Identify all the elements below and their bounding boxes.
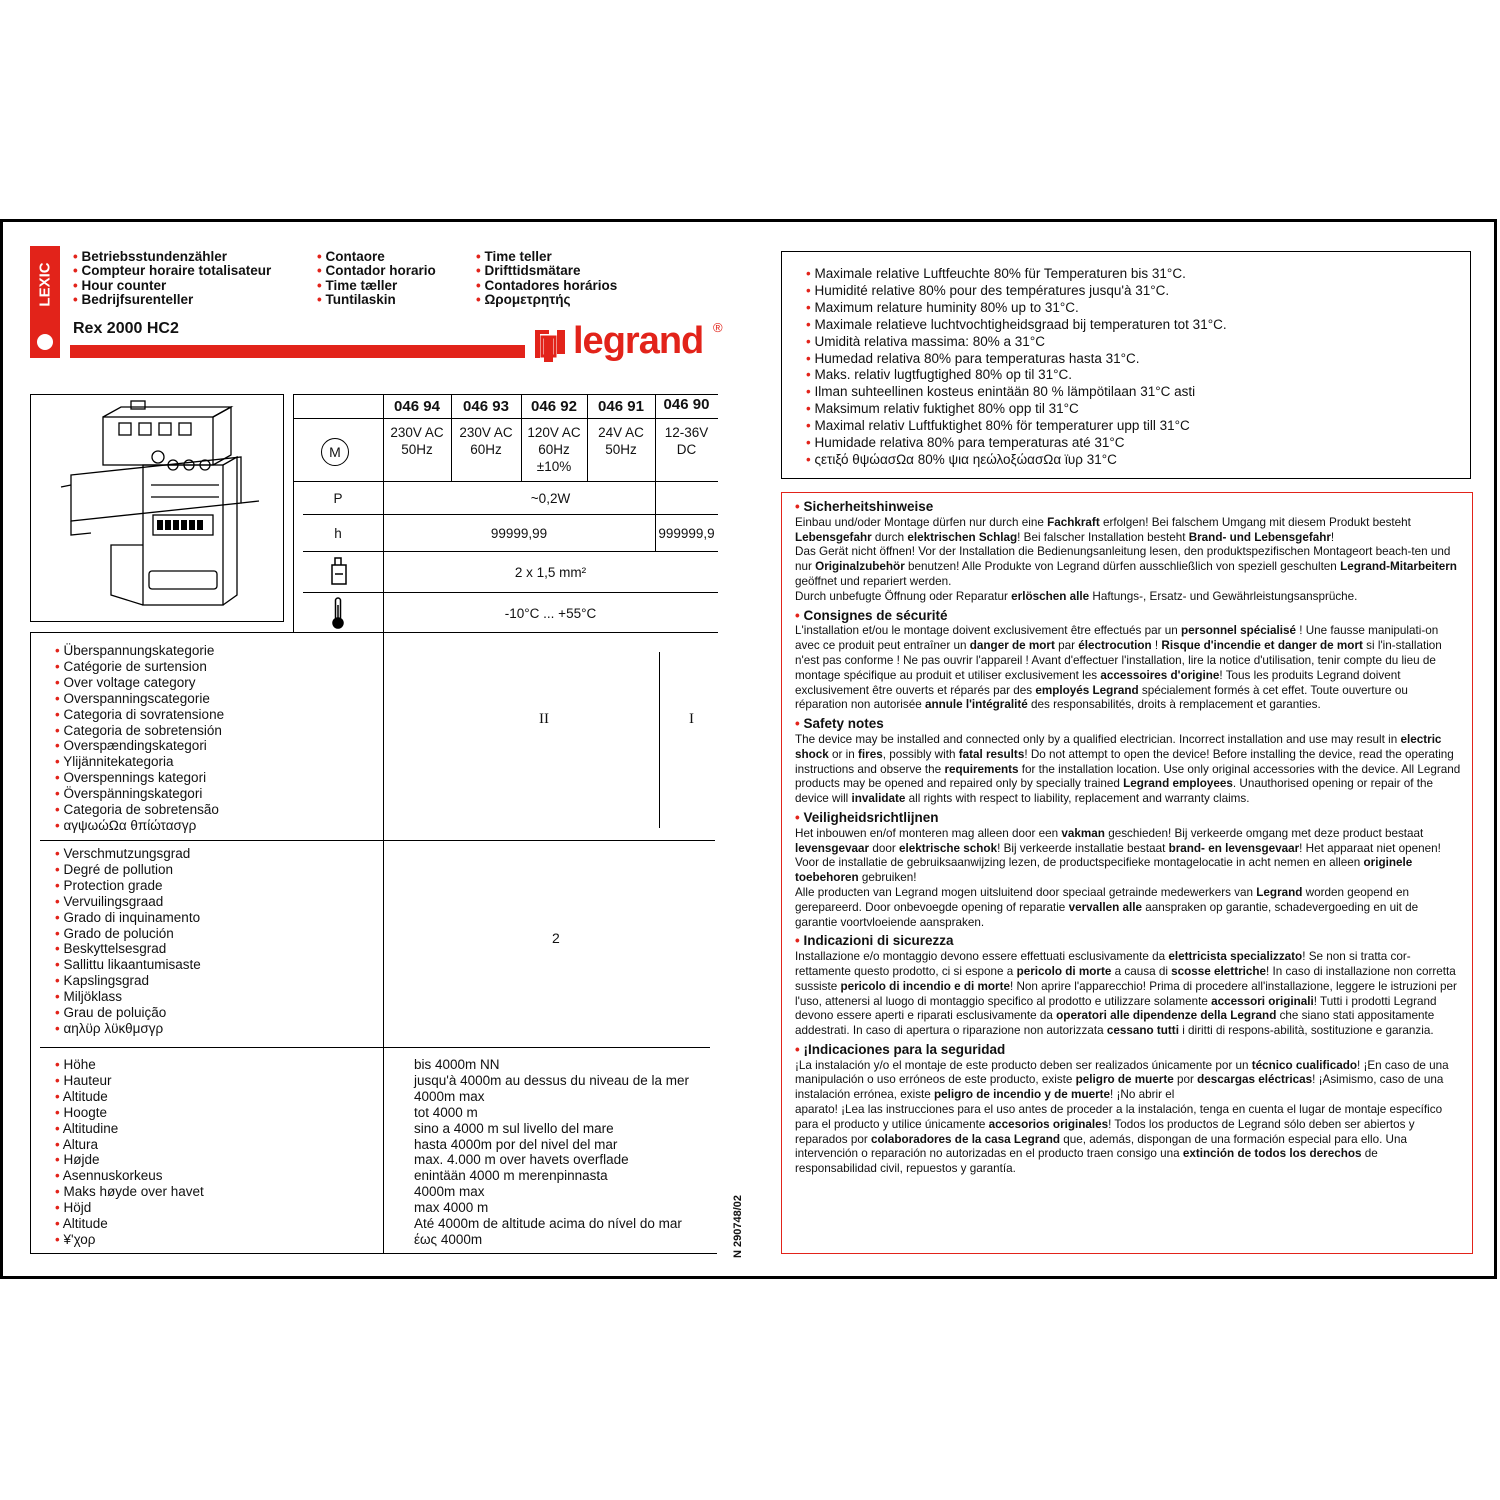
list-item: • Altitude bbox=[55, 1088, 108, 1104]
section-title: Indicazioni di sicurezza bbox=[803, 933, 954, 949]
list-item: • Überspannungskategorie bbox=[55, 643, 215, 658]
voltage-cell: 12-36V DC bbox=[664, 425, 709, 457]
section-text: Einbau und/oder Montage dürfen nur durch eine Fachkraft erfolgen! Bei falschem Umgang mit diesem Produkt besteht Lebensgefahr durch elektrischen Schlag! Bei falscher Installation besteht Brand- und Lebensgefahr! Das Gerät nicht öffnen! Vor der Installation die Bedienungsanleitung lesen, den produktspezifischen Montageort beach-ten und nur Originalzubehör benutzen! Alle Produkte von Legrand dürfen ausschließlich von speziell geschulten Legrand-Mitarbeitern geöffnet und repariert werden. Durch unbefugte Öffnung oder Reparatur erlöschen alle Haftungs-, Ersatz- und Gewährleistungsansprüche. bbox=[795, 515, 1457, 603]
legrand-wordmark: legrand bbox=[573, 320, 704, 362]
product-name: • Drifttidsmätare bbox=[476, 263, 581, 279]
list-item: • Degré de pollution bbox=[55, 861, 174, 877]
list-item: • Beskyttelsesgrad bbox=[55, 941, 167, 957]
list-item: • Overspennings kategori bbox=[55, 770, 207, 786]
overvoltage-value-ac: II bbox=[539, 711, 549, 727]
product-name: • Time teller bbox=[476, 249, 552, 264]
device-drawing-icon bbox=[31, 395, 283, 621]
list-item: • Maks. relativ lugtfugtighed 80% op til 31°C. bbox=[806, 367, 1073, 383]
list-item: • Humidité relative 80% pour des températures jusqu'à 31°C. bbox=[806, 282, 1170, 298]
terminal-icon bbox=[329, 556, 349, 586]
list-item: • Höhe bbox=[55, 1057, 96, 1072]
humidity-box bbox=[781, 251, 1471, 479]
list-item: • Maks høyde over havet bbox=[55, 1184, 204, 1200]
list-item: • Altura bbox=[55, 1136, 99, 1152]
hours-label: h bbox=[334, 526, 342, 541]
list-item: έως 4000m bbox=[414, 1231, 483, 1247]
power-label: P bbox=[333, 491, 343, 506]
section-title: ¡Indicaciones para la seguridad bbox=[803, 1041, 1006, 1057]
product-name: • Ωρομετρητής bbox=[476, 291, 571, 307]
code-cell: 046 92 bbox=[531, 398, 577, 415]
list-item: enintään 4000 m merenpinnasta bbox=[414, 1168, 608, 1184]
code-cell: 046 93 bbox=[463, 398, 509, 415]
list-item: • Categoria de sobretensão bbox=[55, 802, 219, 818]
list-item: • Hoogte bbox=[55, 1104, 108, 1120]
section-title: Veiligheidsrichtlijnen bbox=[803, 809, 939, 825]
section-text: The device may be installed and connected only by a qualified electrician. Incorrect installation and use may result in electric shock or in fires, possibly with fatal results! Do not attempt to open the device! Before installing the device, read the operating instructions and observe the requirements for the installation location. Use only original accessories with the device. All Legrand products may be opened and repaired only by specially trained Legrand employees. Unauthorised opening or repair of the device will invalidate all rights with respect to liability, replacement and warranty claims. bbox=[795, 732, 1461, 806]
lexic-dot-icon bbox=[37, 334, 53, 350]
list-item: tot 4000 m bbox=[414, 1104, 478, 1120]
list-item: • Maximale relatieve luchtvochtigheidsgraad bij temperaturen tot 31°C. bbox=[806, 316, 1227, 332]
list-item: bis 4000m NN bbox=[414, 1057, 500, 1072]
section-text: ¡La instalación y/o el montaje de este producto deben ser realizados únicamente por un técnico cualificado! ¡En caso de una manipulación o uso erróneos de este producto, existe peligro de muerte por descargas eléctricas! ¡Asimismo, caso de una instalación errónea, existe peligro de incendio y de muerte! ¡No abrir el aparato! ¡Lea las instrucciones para el uso antes de proceder a la instalación, tenga en cuenta el lugar de montaje específico para el producto y utilice únicamente accesorios originales! Todos los productos de Legrand sólo deben ser abiertos y reparados por colaboradores de la casa Legrand que, además, dispongan de una formación especial para ello. Una intervención o reparación no autorizadas en el producto traen consigo una extinción de todos los derechos de responsabilidad civil, repuestos y garantía. bbox=[795, 1058, 1449, 1176]
product-name: • Compteur horaire totalisateur bbox=[73, 263, 272, 279]
safety-section: • Consignes de sécurité L'installation et/ou le montage doivent exclusivement être effectués par un personnel spécialisé ! Une fausse manipulati-on avec ce produit peut entraîner un danger de mort par électrocution ! Risque d'incendie et danger de mort si l'in-stallation n'est pas conforme ! Ne pas ouvrir l'appareil ! Avant d'effectuer l'installation, lire la notice d'utilisation, tenir compte du lieu de montage spécifique au produit et utiliser exclusivement les accessoires d'origine! Tous les produits Legrand doivent exclusivement être ouverts et réparés par des employés Legrand spécialement formés à cet effet. Toute ouverture ou réparation non autorisée annule l'intégralité des responsabilités, droits à remplacement et garanties. bbox=[795, 609, 1462, 714]
list-item: • Humedad relativa 80% para temperaturas hasta 31°C. bbox=[806, 350, 1140, 366]
list-item: • Kapslingsgrad bbox=[55, 973, 150, 989]
list-item: • Højde bbox=[55, 1152, 100, 1168]
section-text: Installazione e/o montaggio devono essere effettuati esclusivamente da elettricista specializzato! Se non si tratta cor-rettamente questo prodotto, ci si espone a pericolo di morte a causa di scosse elettriche! In caso di installazione non corretta sussiste pericolo di incendio e di morte! Non aprire l'apparecchio! Prima di procedere all'installazione, leggere le istruzioni per l'uso, attenersi al luogo di montaggio specifico al prodotto e utilizzare solamente accessori originali! Tutti i prodotti Legrand devono essere aperti e riparati esclusivamente da operatori alle dipendenze della Legrand che siano stati appositamente addestrati. In caso di apertura o riparazione non autorizzata cessano tutti i diritti di respons-abilità, sostituzione e garanzia. bbox=[795, 950, 1457, 1038]
product-illustration bbox=[30, 394, 284, 622]
altitude-values bbox=[414, 1057, 689, 1248]
pollution-labels bbox=[55, 846, 201, 1037]
list-item: • Altitudine bbox=[55, 1120, 119, 1136]
list-item: • Overspændingskategori bbox=[55, 738, 207, 754]
product-name: • Bedrijfsurenteller bbox=[73, 291, 194, 307]
safety-section: • Sicherheitshinweise Einbau und/oder Montage dürfen nur durch eine Fachkraft erfolgen! Bei falschem Umgang mit diesem Produkt besteht Lebensgefahr durch elektrischen Schlag! Bei falscher Installation besteht Brand- und Lebensgefahr! Das Gerät nicht öffnen! Vor der Installation die Bedienungsanleitung lesen, den produktspezifischen Montageort beach-ten und nur Originalzubehör benutzen! Alle Produkte von Legrand dürfen ausschließlich von speziell geschulten Legrand-Mitarbeitern geöffnet und repariert werden. Durch unbefugte Öffnung oder Reparatur erlöschen alle Haftungs-, Ersatz- und Gewährleistungsansprüche. bbox=[795, 500, 1462, 605]
list-item: • Altitude bbox=[55, 1216, 108, 1232]
list-item: sino a 4000 m sul livello del mare bbox=[414, 1120, 614, 1136]
code-cell: 046 91 bbox=[598, 398, 644, 415]
product-names-col3 bbox=[476, 250, 617, 307]
safety-section: • Indicazioni di sicurezza Installazione e/o montaggio devono essere effettuati esclusivamente da elettricista specializzato! Se non si tratta cor-rettamente questo prodotto, ci si espone a pericolo di morte a causa di scosse elettriche! In caso di installazione non corretta sussiste pericolo di incendio e di morte! Non aprire l'apparecchio! Prima di procedere all'installazione, leggere le istruzioni per l'uso, attenersi al luogo di montaggio specifico al prodotto e utilizzare solamente accessori originali! Tutti i prodotti Legrand devono essere aperti e riparati esclusivamente da operatori alle dipendenze della Legrand che siano stati appositamente addestrati. In caso di apertura o riparazione non autorizzata cessano tutti i diritti di respons-abilità, sostituzione e garanzia. bbox=[795, 934, 1462, 1039]
pollution-value: 2 bbox=[552, 930, 560, 946]
list-item: • αηλϋρ λϋκθμσγρ bbox=[55, 1020, 164, 1036]
list-item: • Humidade relativa 80% para temperaturas até 31°C bbox=[806, 435, 1125, 451]
list-item: • Ilman suhteellinen kosteus enintään 80 % lämpötilaan 31°C asti bbox=[806, 384, 1196, 400]
spec-table bbox=[293, 394, 718, 632]
list-item: • Grado di inquinamento bbox=[55, 909, 201, 925]
voltage-cell: 230V AC 50Hz bbox=[390, 425, 444, 457]
list-item: • ¥'χορ bbox=[55, 1231, 96, 1247]
safety-section: • Veiligheidsrichtlijnen Het inbouwen en/of monteren mag alleen door een vakman geschieden! Bij verkeerde omgang met deze product bestaat levensgevaar door elektrische schok! Bij verkeerde installatie bestaat brand- en levensgevaar! Het apparaat niet openen! Voor de installatie de gebruiksaanwijzing lezen, de productspecifieke montagelocatie in acht nemen en alleen originele toebehoren gebruiken! Alle producten van Legrand mogen uitsluitend door speciaal getrainde medewerkers van Legrand worden geopend en gerepareerd. Door onbevoegde opening of reparatie vervallen alle aanspraken op garantie, schadevergoeding en uit de garantie voortvloeiende aanspraken. bbox=[795, 811, 1462, 930]
voltage-cell: 24V AC 50Hz bbox=[598, 425, 644, 457]
product-name: • Contador horario bbox=[317, 263, 436, 279]
product-names-col1 bbox=[73, 250, 271, 307]
list-item: 4000m max bbox=[414, 1088, 485, 1104]
list-item: • ςετιξό θψώασΩα 80% ψια ηεώλοξώασΩα ϊυρ 31°C bbox=[806, 451, 1117, 467]
list-item: • Umidità relativa massima: 80% a 31°C bbox=[806, 333, 1045, 349]
list-item: • Miljöklass bbox=[55, 989, 122, 1005]
product-name: • Tuntilaskin bbox=[317, 291, 396, 307]
registered-mark: ® bbox=[713, 320, 723, 335]
datasheet bbox=[0, 219, 1497, 1279]
list-item: • Categoria di sovratensione bbox=[55, 706, 225, 722]
section-title: Sicherheitshinweise bbox=[803, 499, 934, 514]
overvoltage-value-dc: I bbox=[689, 711, 694, 727]
list-item: max. 4.000 m over havets overflade bbox=[414, 1152, 629, 1168]
safety-section: • Safety notes The device may be installed and connected only by a qualified electrician. Incorrect installation and use may result in electric shock or in fires, possibly with fatal results! Do not attempt to open the device! Before installing the device, read the operating instructions and observe the requirements for the installation location. Use only original accessories with the device. All Legrand products may be opened and repaired only by specially trained Legrand employees. Unauthorised opening or repair of the device will invalidate all rights with respect to liability, replacement and warranty claims. bbox=[795, 716, 1461, 806]
list-item: • Asennuskorkeus bbox=[55, 1168, 163, 1184]
section-title: Safety notes bbox=[803, 716, 884, 732]
section-title: Consignes de sécurité bbox=[803, 607, 948, 623]
list-item: • Ylijännitekategoria bbox=[55, 754, 174, 770]
list-item: jusqu'à 4000m au dessus du niveau de la mer bbox=[414, 1072, 690, 1088]
motor-icon: M bbox=[321, 438, 349, 466]
list-item: max 4000 m bbox=[414, 1200, 489, 1216]
list-item: • Hauteur bbox=[55, 1072, 112, 1088]
list-item: • Höjd bbox=[55, 1200, 92, 1216]
list-item: • Catégorie de surtension bbox=[55, 658, 207, 674]
safety-box bbox=[781, 492, 1473, 1254]
wire-value: 2 x 1,5 mm² bbox=[514, 565, 587, 580]
list-item: hasta 4000m por del nivel del mar bbox=[414, 1136, 618, 1152]
voltage-cell: 120V AC 60Hz ±10% bbox=[527, 425, 581, 474]
product-name: • Contaore bbox=[317, 249, 385, 264]
list-item: • Maximum relature huminity 80% up to 31°C. bbox=[806, 299, 1079, 315]
list-item: • Over voltage category bbox=[55, 674, 196, 690]
list-item: • Maximale relative Luftfeuchte 80% für Temperaturen bis 31°C. bbox=[806, 266, 1186, 281]
overvoltage-labels bbox=[55, 643, 224, 834]
doc-code: N 290748/02 bbox=[732, 1195, 744, 1258]
list-item: • Overspanningscategorie bbox=[55, 690, 210, 706]
list-item: • Maksimum relativ fuktighet 80% opp til 31°C bbox=[806, 401, 1079, 417]
product-name: • Hour counter bbox=[73, 277, 167, 293]
product-name: • Time tæller bbox=[317, 277, 398, 293]
voltage-cell: 230V AC 60Hz bbox=[459, 425, 513, 457]
hours-value-dc: 999999,9 bbox=[658, 526, 715, 541]
lexic-label: LEXIC bbox=[36, 262, 54, 307]
list-item: • Vervuilingsgraad bbox=[55, 893, 164, 909]
list-item: • Protection grade bbox=[55, 877, 163, 893]
hours-value: 99999,99 bbox=[490, 526, 548, 541]
list-item: • Överspänningskategori bbox=[55, 786, 203, 802]
temp-value: -10°C ... +55°C bbox=[504, 606, 597, 621]
product-name: • Betriebsstundenzähler bbox=[73, 249, 228, 264]
power-value: ~0,2W bbox=[530, 491, 571, 506]
model-name: Rex 2000 HC2 bbox=[73, 320, 179, 337]
product-name: • Contadores horários bbox=[476, 277, 618, 293]
list-item: • Maximal relativ Luftfuktighet 80% för temperaturer upp till 31°C bbox=[806, 418, 1190, 434]
altitude-labels bbox=[55, 1057, 204, 1248]
thermometer-icon bbox=[331, 597, 345, 629]
list-item: • Verschmutzungsgrad bbox=[55, 846, 191, 861]
section-text: Het inbouwen en/of monteren mag alleen door een vakman geschieden! Bij verkeerde omgang met deze product bestaat levensgevaar door elektrische schok! Bij verkeerde installatie bestaat brand- en levensgevaar! Het apparaat niet openen! Voor de installatie de gebruiksaanwijzing lezen, de productspecifieke montagelocatie in acht nemen en alleen originele toebehoren gebruiken! Alle producten van Legrand mogen uitsluitend door speciaal getrainde medewerkers van Legrand worden geopend en gerepareerd. Door onbevoegde opening of reparatie vervallen alle aanspraken op garantie, schadevergoeding en uit de garantie voortvloeiende aanspraken. bbox=[795, 826, 1441, 929]
list-item: • Categoria de sobretensión bbox=[55, 722, 222, 738]
legrand-mark-icon bbox=[533, 328, 567, 364]
header-red-bar bbox=[70, 345, 525, 358]
safety-section: • ¡Indicaciones para la seguridad ¡La instalación y/o el montaje de este producto deben ser realizados únicamente por un técnico cualificado! ¡En caso de una manipulación o uso erróneos de este producto, existe peligro de muerte por descargas eléctricas! ¡Asimismo, caso de una instalación errónea, existe peligro de incendio y de muerte! ¡No abrir el aparato! ¡Lea las instrucciones para el uso antes de proceder a la instalación, tenga en cuenta el lugar de montaje específico para el producto y utilice únicamente accesorios originales! Todos los productos de Legrand sólo deben ser abiertos y reparados por colaboradores de la casa Legrand que, además, dispongan de una formación especial para ello. Una intervención o reparación no autorizadas en el producto traen consigo una extinción de todos los derechos de responsabilidad civil, repuestos y garantía. bbox=[795, 1043, 1462, 1177]
list-item: Até 4000m de altitude acima do nível do mar bbox=[414, 1216, 682, 1232]
list-item: • αγψωώΩα θπίώτασγρ bbox=[55, 817, 197, 833]
code-cell: 046 90 bbox=[663, 396, 710, 413]
list-item: • Grau de poluição bbox=[55, 1005, 167, 1021]
lexic-tab bbox=[30, 246, 60, 358]
section-text: L'installation et/ou le montage doivent exclusivement être effectués par un personnel spécialisé ! Une fausse manipulati-on avec ce produit peut entraîner un danger de mort par électrocution ! Risque d'incendie et danger de mort si l'in-stallation n'est pas conforme ! Ne pas ouvrir l'appareil ! Avant d'effectuer l'installation, lire la notice d'utilisation, tenir compte du lieu de montage spécifique au produit et utiliser exclusivement les accessoires d'origine! Tous les produits Legrand doivent exclusivement être ouverts et réparés par des employés Legrand spécialement formés à cet effet. Toute ouverture ou réparation non autorisée annule l'intégralité des responsabilités, droits à remplacement et garanties. bbox=[795, 624, 1442, 712]
code-cell: 046 94 bbox=[394, 398, 440, 415]
product-names-col2 bbox=[317, 250, 436, 307]
list-item: • Sallittu likaantumisaste bbox=[55, 957, 201, 973]
list-item: • Grado de polución bbox=[55, 925, 174, 941]
list-item: 4000m max bbox=[414, 1184, 485, 1200]
